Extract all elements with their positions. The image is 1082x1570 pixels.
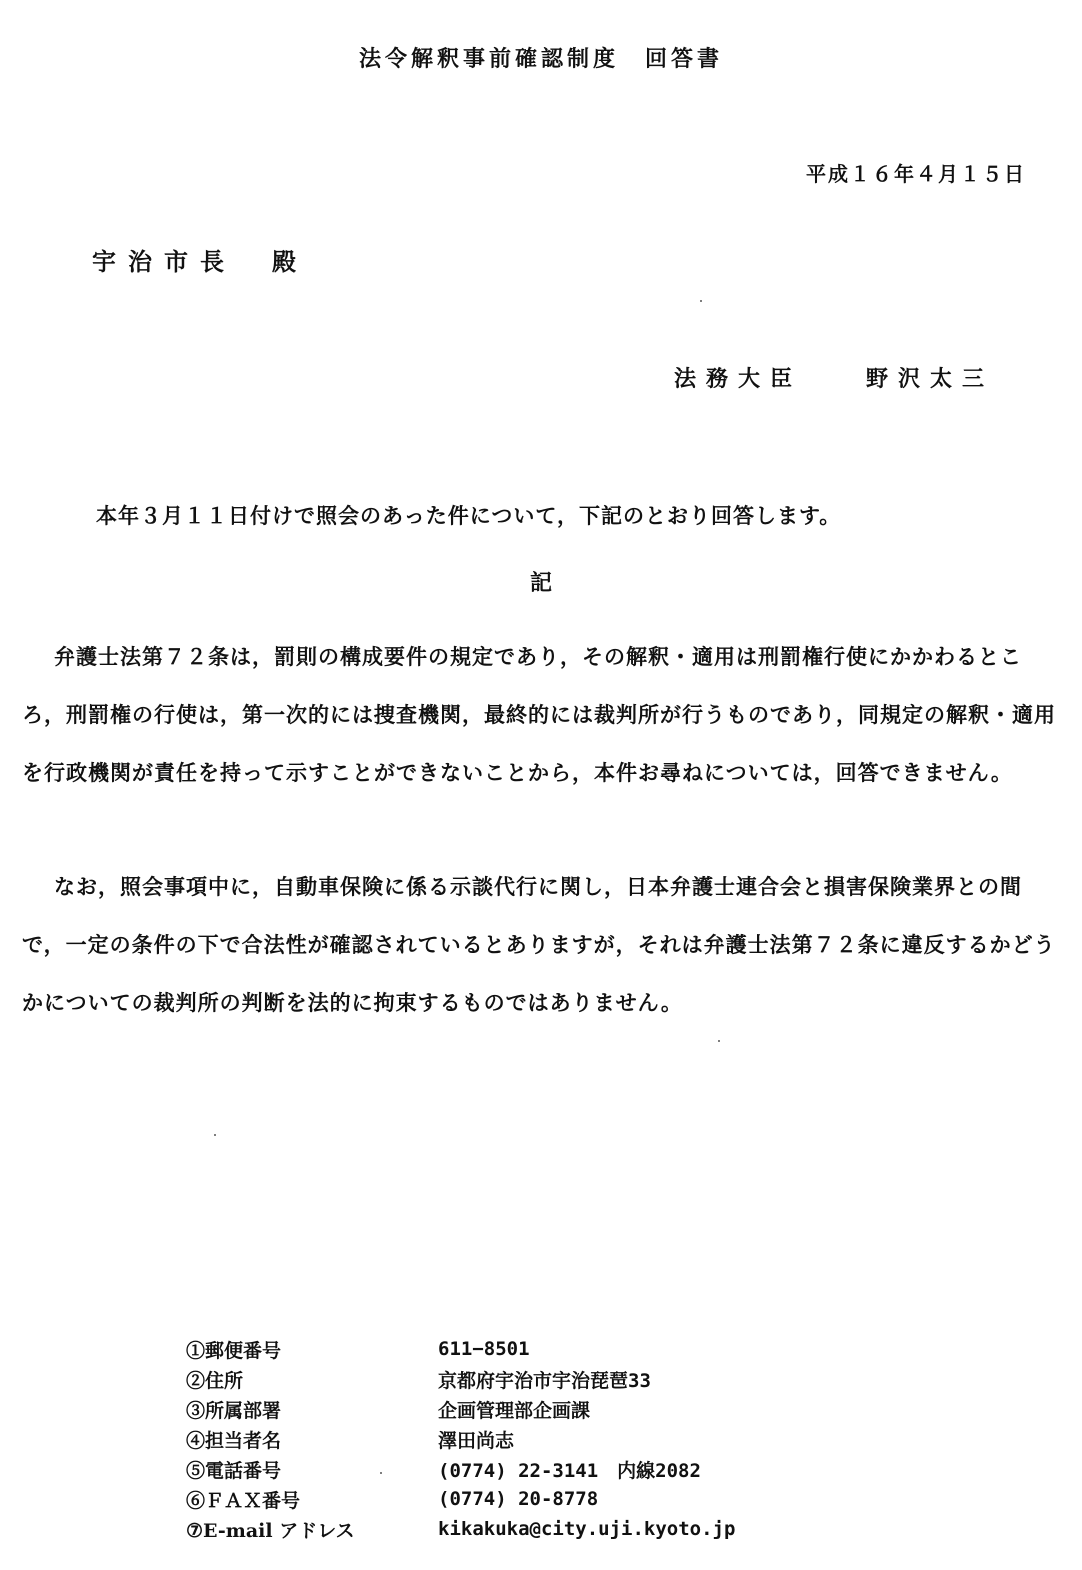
- body-paragraph-2: なお，照会事項中に，自動車保険に係る示談代行に関し，日本弁護士連合会と損害保険業界との間で，一定の条件の下で合法性が確認されているとありますが，それは弁護士法第７２条に違反するかどうかについての裁判所の判断を法的に拘束するものではありません。: [22, 874, 1056, 1015]
- scan-speck: [214, 1134, 216, 1136]
- document-date: 平成１６年４月１５日: [806, 162, 1026, 186]
- document-title: 法令解釈事前確認制度 回答書: [358, 46, 723, 72]
- contact-label: ⑥ＦＡＸ番号: [186, 1489, 301, 1512]
- contact-value: (0774) 20-8778: [438, 1488, 599, 1510]
- contact-row: [186, 1424, 735, 1454]
- contact-row: [186, 1334, 735, 1364]
- body-paragraph-1: 弁護士法第７２条は，罰則の構成要件の規定であり，その解釈・適用は刑罰権行使にかかわるところ，刑罰権の行使は，第一次的には捜査機関，最終的には裁判所が行うものであり，同規定の解釈・適用を行政機関が責任を持って示すことができないことから，本件お尋ねについては，回答できません。: [22, 644, 1056, 785]
- contact-label: ⑤電話番号: [186, 1459, 282, 1482]
- contact-row: [186, 1394, 735, 1424]
- sender: 法務大臣 野沢太三: [673, 366, 994, 392]
- contact-value: 澤田尚志: [438, 1429, 515, 1452]
- scan-speck: [700, 300, 702, 302]
- contact-label: ②住所: [186, 1369, 244, 1392]
- contact-row: [186, 1484, 735, 1514]
- contact-value: 企画管理部企画課: [438, 1399, 591, 1422]
- contact-label: ④担当者名: [186, 1429, 282, 1452]
- contact-value: 611−8501: [438, 1338, 530, 1360]
- contact-label: ①郵便番号: [186, 1339, 282, 1362]
- contact-row: [186, 1454, 735, 1484]
- intro-text: 本年３月１１日付けで照会のあった件について，下記のとおり回答します。: [96, 503, 842, 528]
- addressee: 宇治市長 殿: [92, 247, 308, 276]
- contact-value: 京都府宇治市宇治琵琶33: [438, 1369, 651, 1392]
- scan-speck: [718, 1040, 720, 1042]
- scan-speck: [380, 1472, 382, 1474]
- contact-value: kikakuka@city.uji.kyoto.jp: [438, 1518, 736, 1540]
- contact-label: ③所属部署: [186, 1399, 282, 1422]
- contact-row: [186, 1364, 735, 1394]
- ki-heading: 記: [529, 570, 552, 596]
- contact-value: (0774) 22-3141 内線2082: [438, 1459, 701, 1482]
- contact-row: [186, 1514, 735, 1544]
- contact-info-table: [186, 1334, 735, 1544]
- contact-label: ⑦E-mail アドレス: [186, 1519, 355, 1542]
